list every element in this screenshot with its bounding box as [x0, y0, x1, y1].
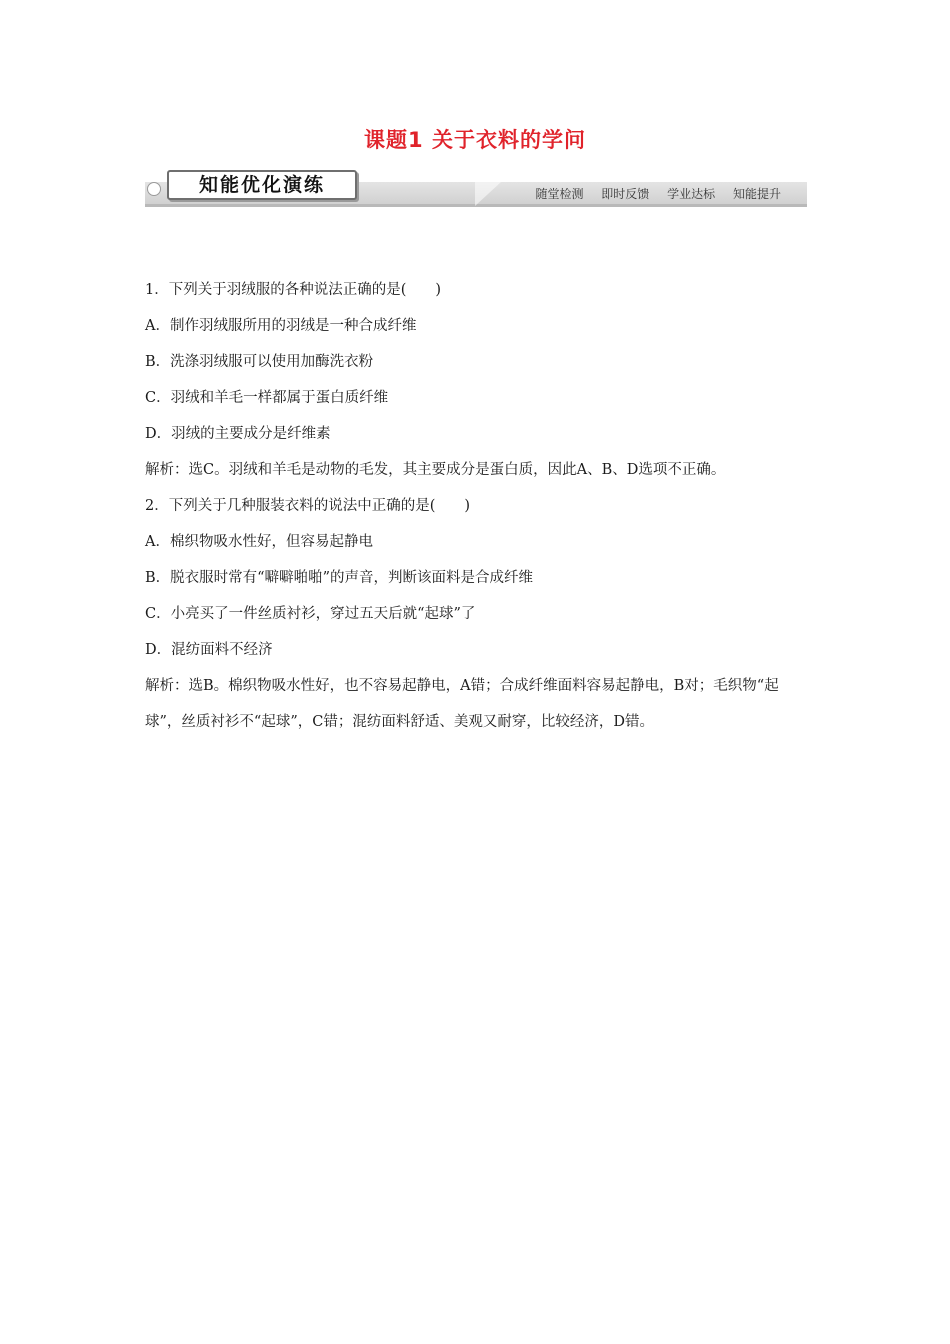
question-2: [145, 488, 810, 740]
banner-link-ji-shi-fan-kui: 即时反馈: [601, 187, 650, 201]
question-option-c: C．羽绒和羊毛一样都属于蛋白质纤维: [145, 390, 389, 406]
question-option-d: D．羽绒的主要成分是纤维素: [145, 426, 331, 442]
question-analysis: 解析：选B。棉织物吸水性好，也不容易起静电，A错；合成纤维面料容易起静电，B对；毛织物“起球”，丝质衬衫不“起球”，C错；混纺面料舒适、美观又耐穿，比较经济，D错。: [145, 678, 779, 730]
question-content: [145, 272, 810, 740]
section-banner: [145, 170, 807, 208]
banner-tab: [167, 170, 357, 200]
question-option-a: A．制作羽绒服所用的羽绒是一种合成纤维: [145, 318, 417, 334]
question-stem: 1．下列关于羽绒服的各种说法正确的是( ): [145, 282, 442, 298]
banner-tab-label: 知能优化演练: [198, 174, 325, 196]
question-option-c: C．小亮买了一件丝质衬衫，穿过五天后就“起球”了: [145, 606, 476, 622]
banner-slant: [475, 182, 501, 206]
banner-dot-icon: [147, 182, 161, 196]
banner-link-xue-ye-da-biao: 学业达标: [667, 187, 716, 201]
question-1: [145, 272, 810, 488]
question-option-d: D．混纺面料不经济: [145, 642, 273, 658]
banner-link-zhi-neng-ti-sheng: 知能提升: [732, 187, 781, 201]
question-stem: 2．下列关于几种服装衣料的说法中正确的是( ): [145, 498, 471, 514]
page-title: 课题1 关于衣料的学问: [364, 128, 586, 152]
question-option-b: B．脱衣服时常有“噼噼啪啪”的声音，判断该面料是合成纤维: [145, 570, 533, 586]
banner-links: [521, 182, 781, 206]
banner-link-sui-tang-jian-ce: 随堂检测: [535, 187, 584, 201]
question-analysis: 解析：选C。羽绒和羊毛是动物的毛发，其主要成分是蛋白质，因此A、B、D选项不正确。: [145, 462, 726, 478]
question-option-a: A．棉织物吸水性好，但容易起静电: [145, 534, 373, 550]
question-option-b: B．洗涤羽绒服可以使用加酶洗衣粉: [145, 354, 374, 370]
